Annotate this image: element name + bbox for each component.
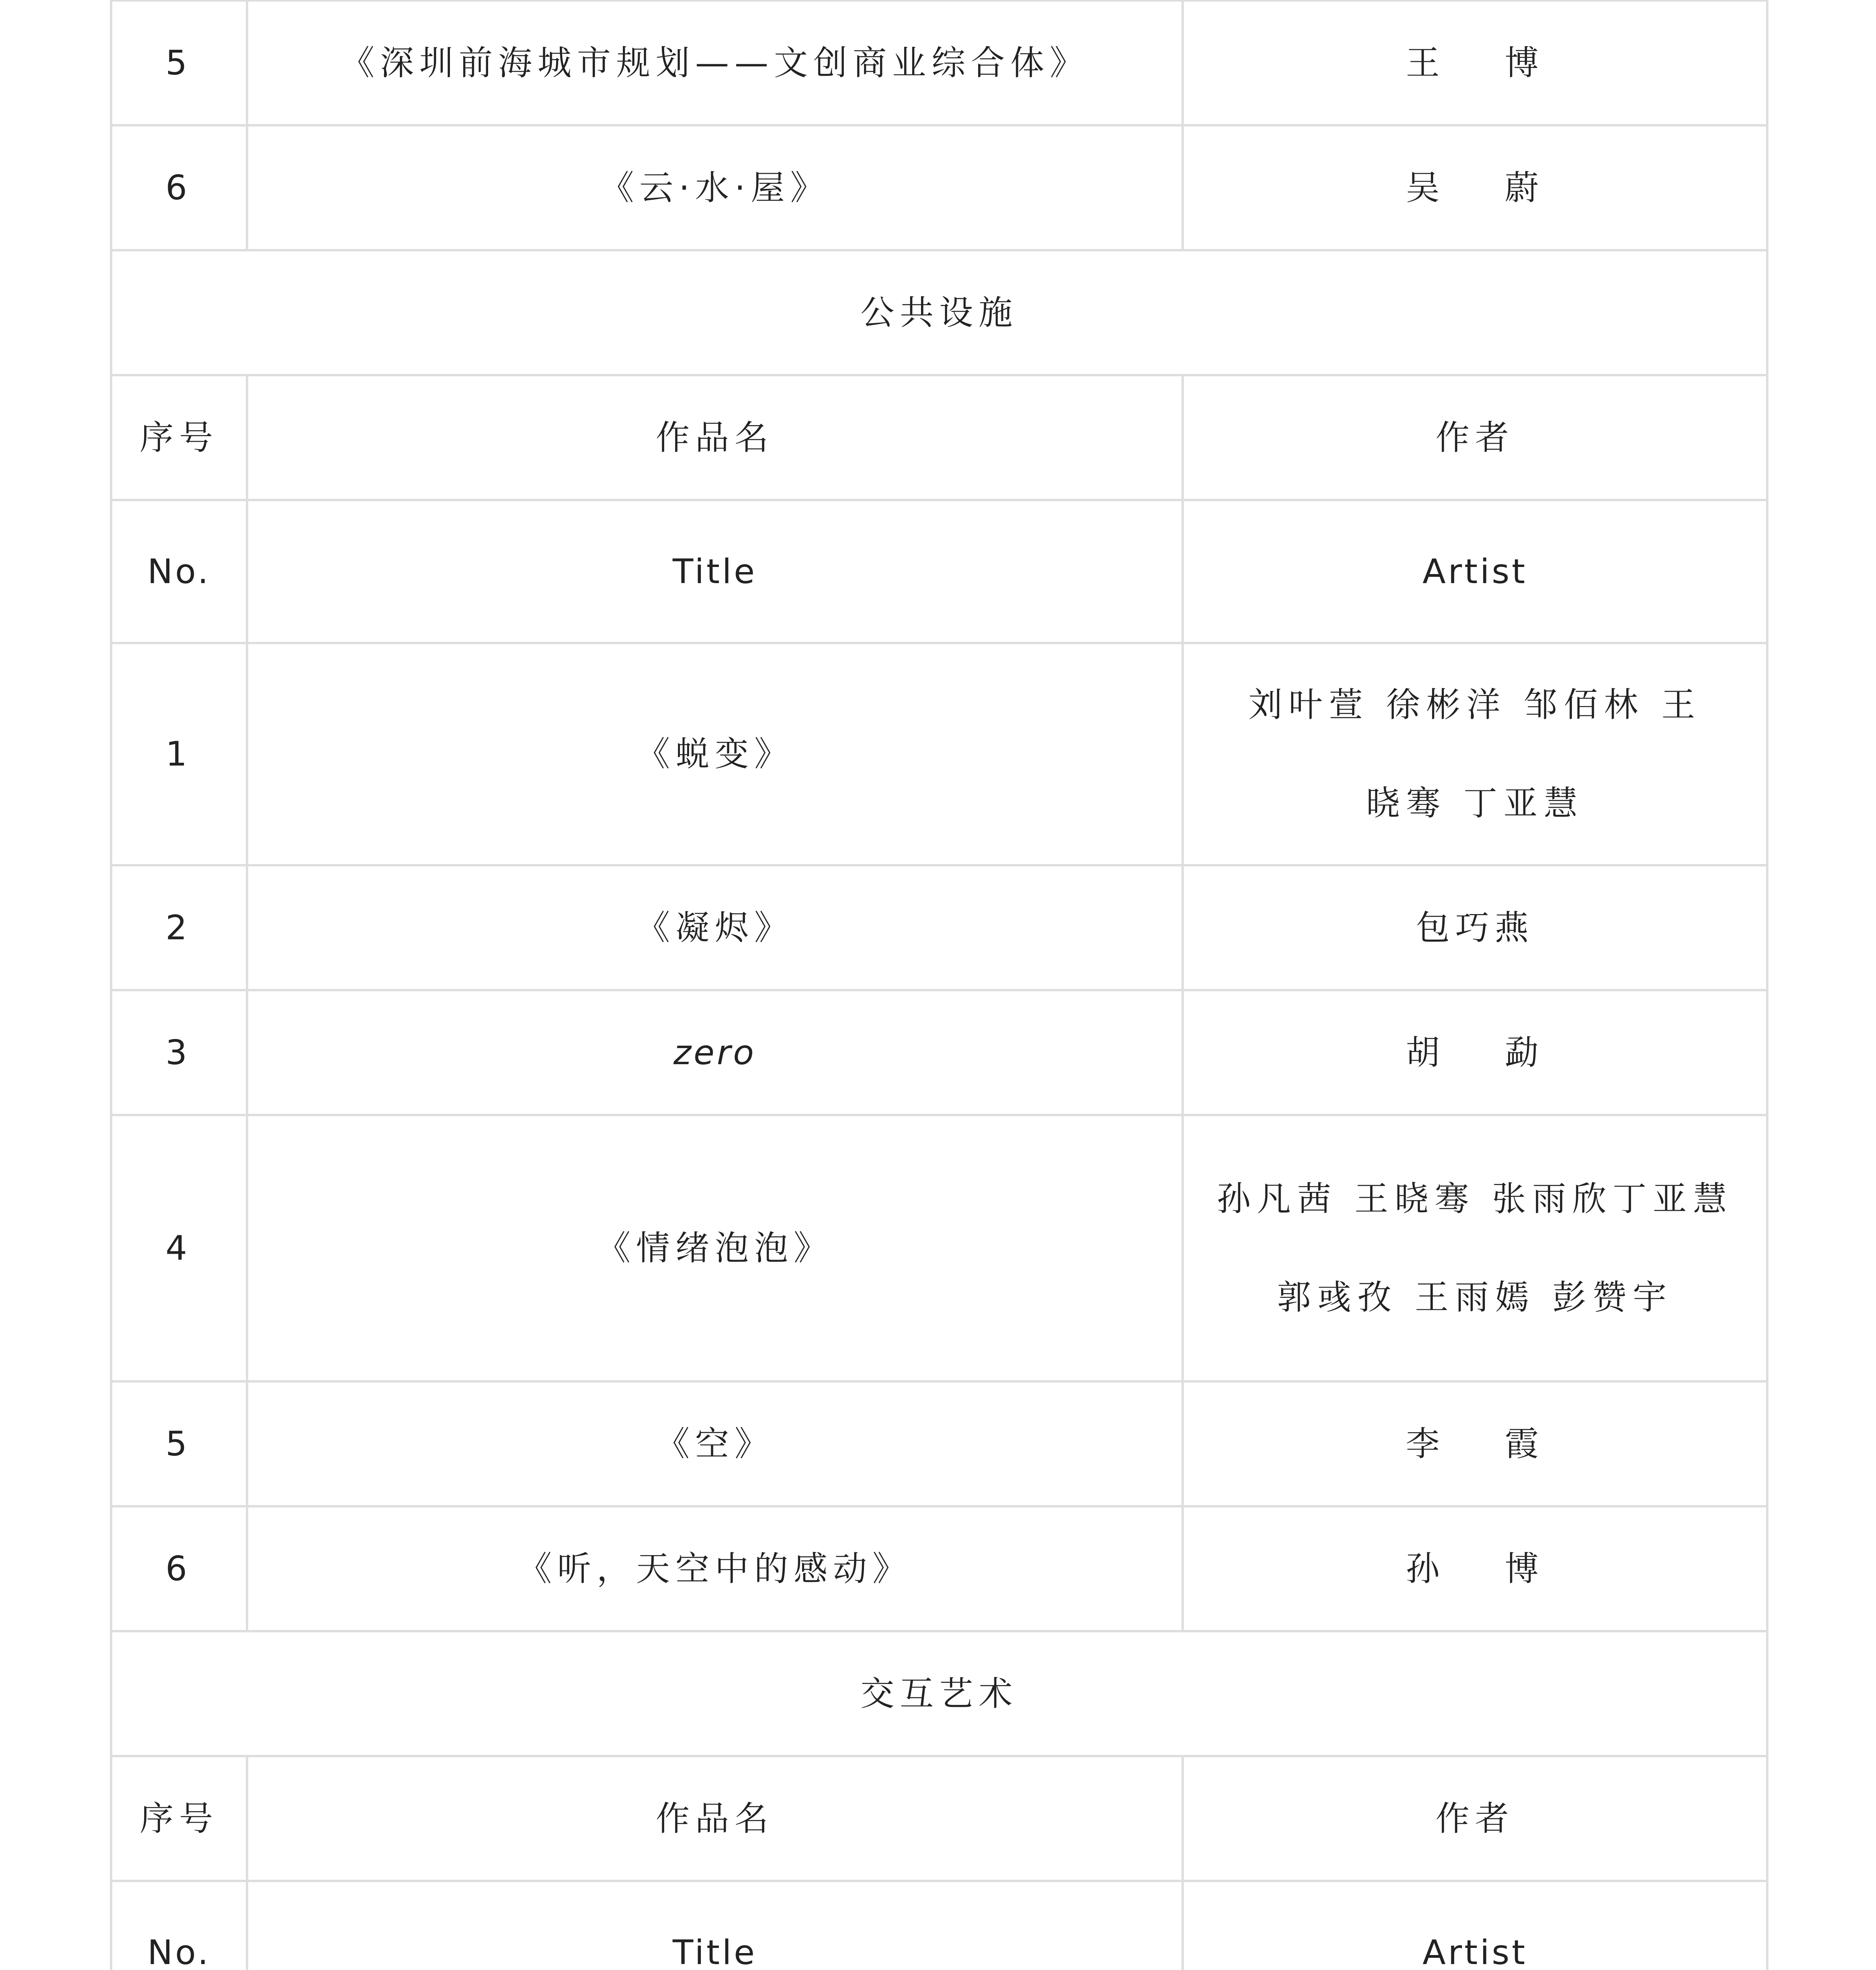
header-no-en: No. (111, 500, 247, 643)
table-row (111, 1506, 1767, 1631)
work-title: 《空》 (247, 1381, 1183, 1506)
artist-line: 刘叶萱 徐彬洋 邹佰林 王 (1248, 685, 1701, 725)
work-title: 《蜕变》 (247, 643, 1183, 865)
row-number: 5 (111, 0, 247, 125)
work-title: 《深圳前海城市规划——文创商业综合体》 (247, 0, 1183, 125)
table-row (111, 1381, 1767, 1506)
table-row (111, 1115, 1767, 1381)
row-number: 4 (111, 1115, 247, 1381)
header-title-cn: 作品名 (247, 1756, 1183, 1881)
work-artist: 李 霞 (1183, 1381, 1767, 1506)
works-table (110, 0, 1768, 1970)
section-heading-row (111, 250, 1767, 375)
table-row (111, 643, 1767, 865)
work-artist: 吴 蔚 (1183, 125, 1767, 250)
artist-line: 晓骞 丁亚慧 (1366, 784, 1584, 823)
table-row (111, 0, 1767, 125)
header-title-en: Title (247, 500, 1183, 643)
work-artist (1183, 1115, 1767, 1381)
table-row (111, 865, 1767, 990)
work-title: zero (247, 990, 1183, 1115)
work-title: 《情绪泡泡》 (247, 1115, 1183, 1381)
artist-line: 郭彧孜 王雨嫣 彭赞宇 (1277, 1278, 1673, 1317)
work-artist: 包巧燕 (1183, 865, 1767, 990)
row-number: 3 (111, 990, 247, 1115)
section-heading-public: 公共设施 (111, 250, 1767, 375)
work-title: 《云·水·屋》 (247, 125, 1183, 250)
header-row-en (111, 500, 1767, 643)
work-artist: 王 博 (1183, 0, 1767, 125)
work-artist (1183, 643, 1767, 865)
header-artist-cn: 作者 (1183, 375, 1767, 500)
row-number: 6 (111, 1506, 247, 1631)
work-artist: 孙 博 (1183, 1506, 1767, 1631)
header-artist-en: Artist (1183, 1881, 1767, 1970)
artist-line: 孙凡茜 王晓骞 张雨欣丁亚慧 (1217, 1179, 1733, 1219)
table-row (111, 125, 1767, 250)
row-number: 1 (111, 643, 247, 865)
header-row-en (111, 1881, 1767, 1970)
row-number: 2 (111, 865, 247, 990)
table-row (111, 990, 1767, 1115)
work-title: 《听，天空中的感动》 (247, 1506, 1183, 1631)
section-heading-row (111, 1631, 1767, 1756)
header-artist-cn: 作者 (1183, 1756, 1767, 1881)
work-title: 《凝烬》 (247, 865, 1183, 990)
section-heading-interactive: 交互艺术 (111, 1631, 1767, 1756)
row-number: 6 (111, 125, 247, 250)
header-no-cn: 序号 (111, 375, 247, 500)
header-no-cn: 序号 (111, 1756, 247, 1881)
row-number: 5 (111, 1381, 247, 1506)
header-row-cn (111, 1756, 1767, 1881)
header-title-cn: 作品名 (247, 375, 1183, 500)
header-row-cn (111, 375, 1767, 500)
work-artist: 胡 勐 (1183, 990, 1767, 1115)
header-title-en: Title (247, 1881, 1183, 1970)
header-no-en: No. (111, 1881, 247, 1970)
header-artist-en: Artist (1183, 500, 1767, 643)
